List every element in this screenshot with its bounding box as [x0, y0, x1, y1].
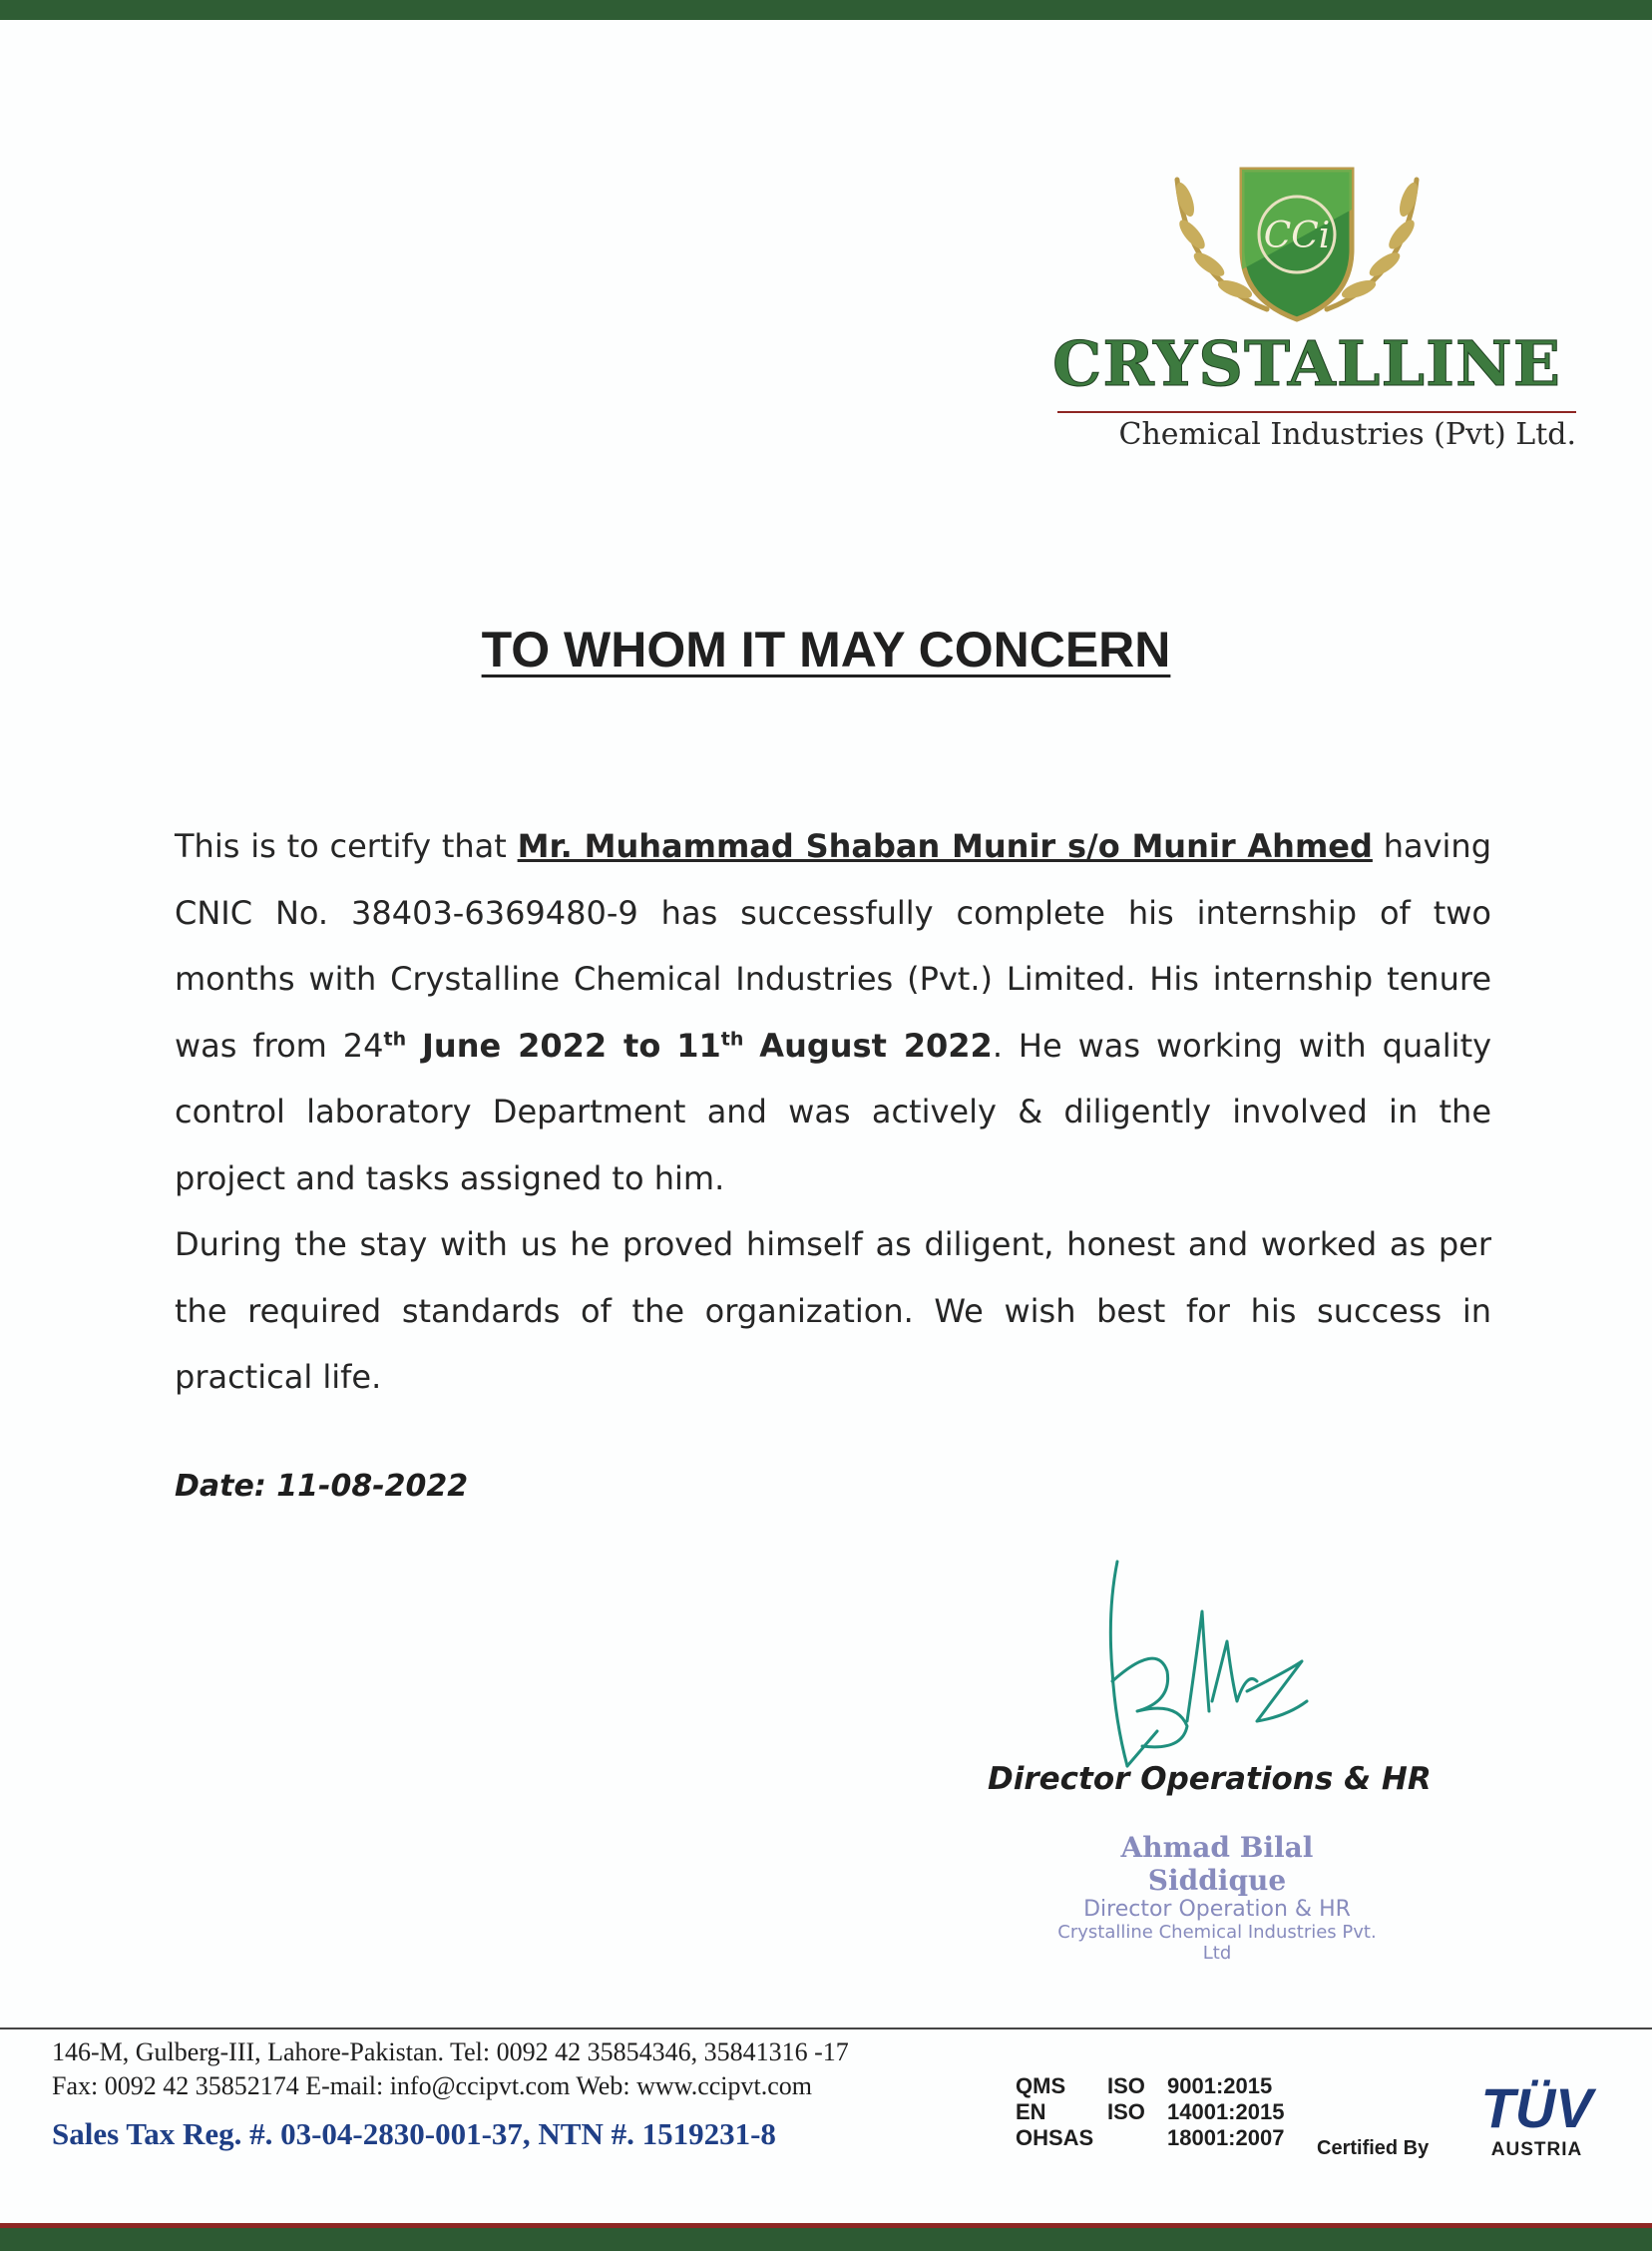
- logo-monogram: CCi: [1263, 216, 1331, 256]
- certification-row: OHSAS 18001:2007: [1016, 2125, 1285, 2150]
- handwritten-signature: [1097, 1552, 1317, 1781]
- footer-contact: Fax: 0092 42 35852174 E-mail: info@ccipvt.com Web: www.ccipvt.com: [52, 2071, 812, 2100]
- paragraph-conduct: During the stay with us he proved himself as diligent, honest and worked as per the required standards of the organization. We wish best for his success in practical life.: [175, 1225, 1491, 1396]
- start-day-suffix: th: [383, 1027, 407, 1050]
- paragraph-certification: [175, 813, 1491, 1211]
- top-border-band: [0, 0, 1652, 20]
- start-day: 24: [342, 1026, 384, 1065]
- tuv-austria-logo: [1474, 2075, 1599, 2165]
- certified-by-label: Certified By: [1317, 2137, 1430, 2159]
- bottom-border-band: [0, 2223, 1652, 2251]
- footer-contact-block: [52, 2035, 849, 2151]
- official-stamp: [1057, 1831, 1377, 1964]
- paragraph-text: having CNIC No. 38403-6369480-9 has successfully complete his internship of two months with Crystalline Chemical Industries (Pvt.) Limited. His internship tenure was from: [175, 827, 1492, 1065]
- tuv-wordmark: TÜV: [1480, 2076, 1593, 2139]
- certification-list: [1016, 2073, 1284, 2151]
- tuv-country: AUSTRIA: [1490, 2139, 1583, 2160]
- company-name: CRYSTALLINE: [1052, 327, 1561, 400]
- logo-divider: [1057, 411, 1576, 413]
- stamp-name: Ahmad Bilal Siddique: [1120, 1831, 1314, 1897]
- certification-row: QMS ISO 9001:2015: [1016, 2073, 1273, 2098]
- footer-divider: [0, 2027, 1652, 2029]
- footer-address: 146-M, Gulberg-III, Lahore-Pakistan. Tel: 0092 42 35854346, 35841316 -17: [52, 2037, 849, 2066]
- paragraph-end-text: . He was working with quality control laboratory Department and was actively & diligently involved in the project and tasks assigned to him.: [175, 1026, 1492, 1197]
- footer-tax-registration: Sales Tax Reg. #. 03-04-2830-001-37, NTN #. 1519231-8: [52, 2116, 776, 2151]
- letter-heading: TO WHOM IT MAY CONCERN: [481, 622, 1171, 677]
- company-logo: [1037, 140, 1576, 459]
- signatory-title: Director Operations & HR: [988, 1761, 1432, 1797]
- letter-date: Date: 11-08-2022: [175, 1469, 469, 1504]
- stamp-role: Director Operation & HR: [1083, 1897, 1351, 1922]
- end-day-suffix: th: [720, 1027, 744, 1050]
- stamp-company: Crystalline Chemical Industries Pvt. Ltd: [1057, 1922, 1377, 1964]
- intro-text: This is to certify that: [175, 827, 507, 865]
- company-subtitle: Chemical Industries (Pvt) Ltd.: [1118, 417, 1576, 452]
- letter-body: [175, 813, 1491, 1411]
- end-date-rest: August 2022: [759, 1026, 993, 1065]
- person-name: Mr. Muhammad Shaban Munir s/o Munir Ahmed: [517, 827, 1373, 865]
- end-day: 11: [676, 1026, 721, 1065]
- certification-row: EN ISO 14001:2015: [1016, 2099, 1285, 2124]
- start-date-rest: June 2022 to: [422, 1026, 661, 1065]
- laurel-shield-emblem-icon: [1147, 140, 1446, 329]
